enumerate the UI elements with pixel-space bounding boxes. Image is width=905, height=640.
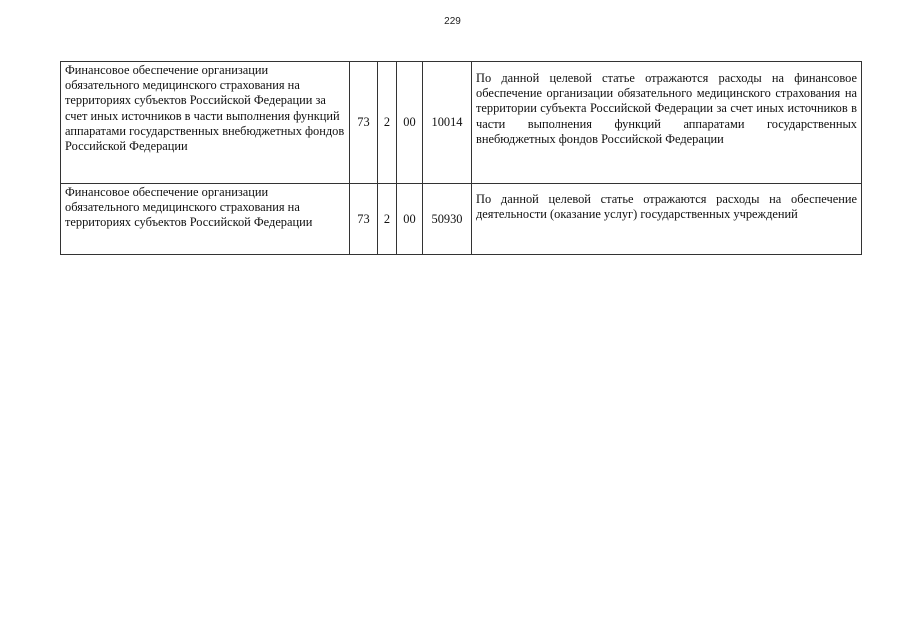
direction-code: 10014	[423, 62, 472, 184]
table-row	[61, 62, 862, 184]
main-activity-code: 00	[397, 62, 423, 184]
direction-code: 50930	[423, 184, 472, 255]
main-activity-code: 00	[397, 184, 423, 255]
program-code: 73	[350, 184, 378, 255]
program-code: 73	[350, 62, 378, 184]
target-article-description: По данной целевой статье отражаются расходы на финансовое обеспечение организации обязательного медицинского страхования на территории субъекта Российской Федерации за счет иных источников в части выполнения функций аппаратами государственных внебюджетных фондов Российской Федерации	[472, 62, 862, 184]
target-article-name: Финансовое обеспечение организации обязательного медицинского страхования на территориях субъектов Российской Федерации	[61, 184, 350, 255]
table-row	[61, 184, 862, 255]
target-article-description: По данной целевой статье отражаются расходы на обеспечение деятельности (оказание услуг) государственных учреждений	[472, 184, 862, 255]
subprogram-code: 2	[378, 62, 397, 184]
page-number: 229	[444, 16, 461, 27]
subprogram-code: 2	[378, 184, 397, 255]
target-article-name: Финансовое обеспечение организации обязательного медицинского страхования на территориях субъектов Российской Федерации за счет иных источников в части выполнения функций аппаратами государственных внебюджетных фондов Российской Федерации	[61, 62, 350, 184]
budget-classification-table	[60, 61, 862, 255]
